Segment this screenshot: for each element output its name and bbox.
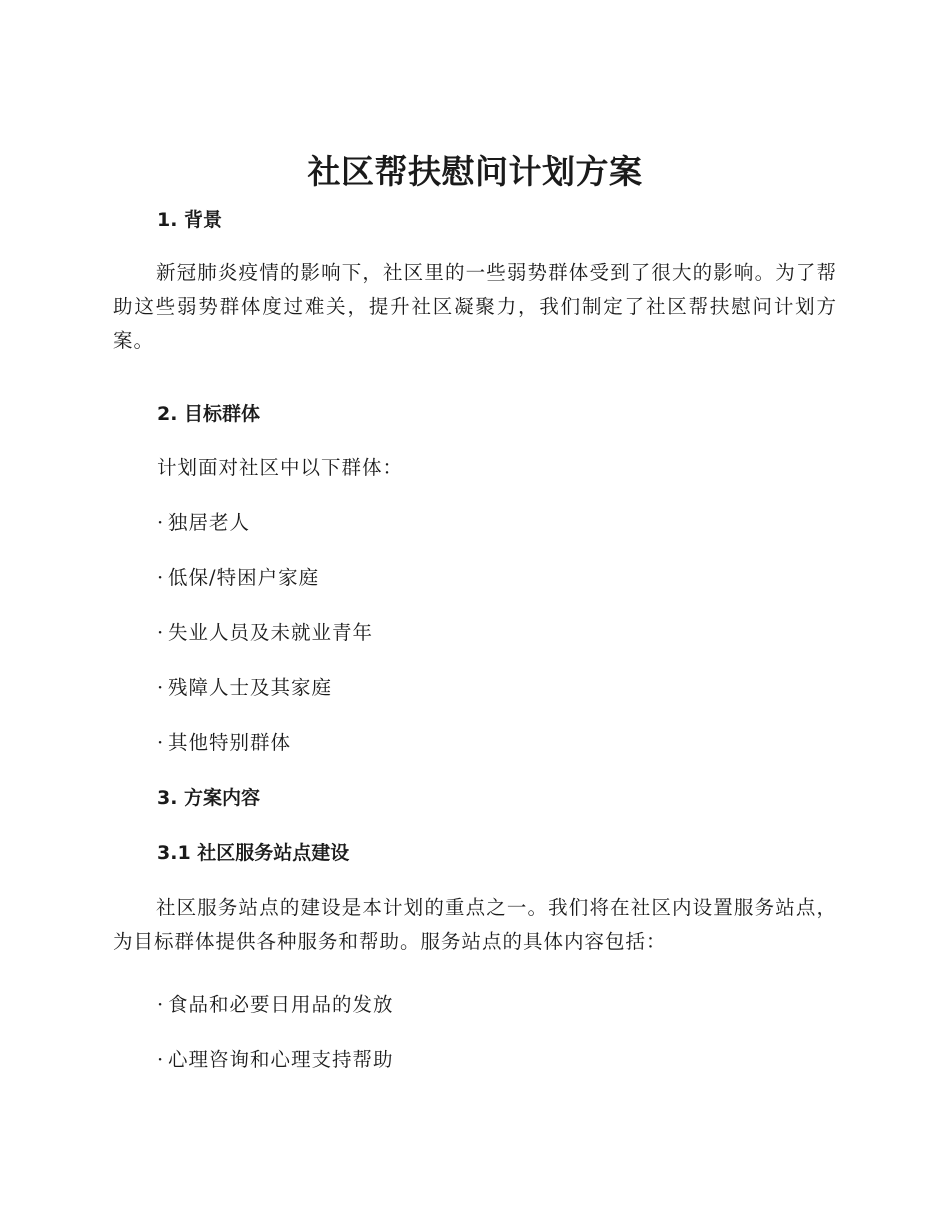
background-paragraph: 新冠肺炎疫情的影响下，社区里的一些弱势群体受到了很大的影响。为了帮助这些弱势群体度过难关，提升社区凝聚力，我们制定了社区帮扶慰问计划方案。 [113,261,837,352]
section-heading-plan-content: 3. 方案内容 [157,787,261,809]
section-heading-background: 1. 背景 [157,209,223,231]
list-item-label: 食品和必要日用品的发放 [168,993,394,1016]
list-item-label: 独居老人 [168,511,251,534]
list-item-label: 残障人士及其家庭 [168,676,333,699]
list-item [157,675,332,701]
list-item-label: 心理咨询和心理支持帮助 [168,1048,394,1071]
list-item [157,510,250,536]
bullet-icon: · [157,676,165,699]
bullet-icon: · [157,621,165,644]
list-item [157,620,373,646]
list-item [157,1047,394,1073]
document-title: 社区帮扶慰问计划方案 [307,152,643,191]
list-item [157,565,319,591]
section-heading-target-groups: 2. 目标群体 [157,403,261,425]
list-item [157,992,394,1018]
bullet-icon: · [157,993,165,1016]
bullet-icon: · [157,731,165,754]
bullet-icon: · [157,1048,165,1071]
service-stations-paragraph: 社区服务站点的建设是本计划的重点之一。我们将在社区内设置服务站点，为目标群体提供各种服务和帮助。服务站点的具体内容包括： [113,896,837,953]
list-item [157,730,291,756]
list-item-label: 其他特别群体 [168,731,292,754]
bullet-icon: · [157,566,165,589]
target-groups-intro: 计划面对社区中以下群体： [157,456,404,479]
list-item-label: 低保/特困户家庭 [168,566,320,589]
subsection-heading-service-stations: 3.1 社区服务站点建设 [157,842,350,864]
list-item-label: 失业人员及未就业青年 [168,621,374,644]
bullet-icon: · [157,511,165,534]
